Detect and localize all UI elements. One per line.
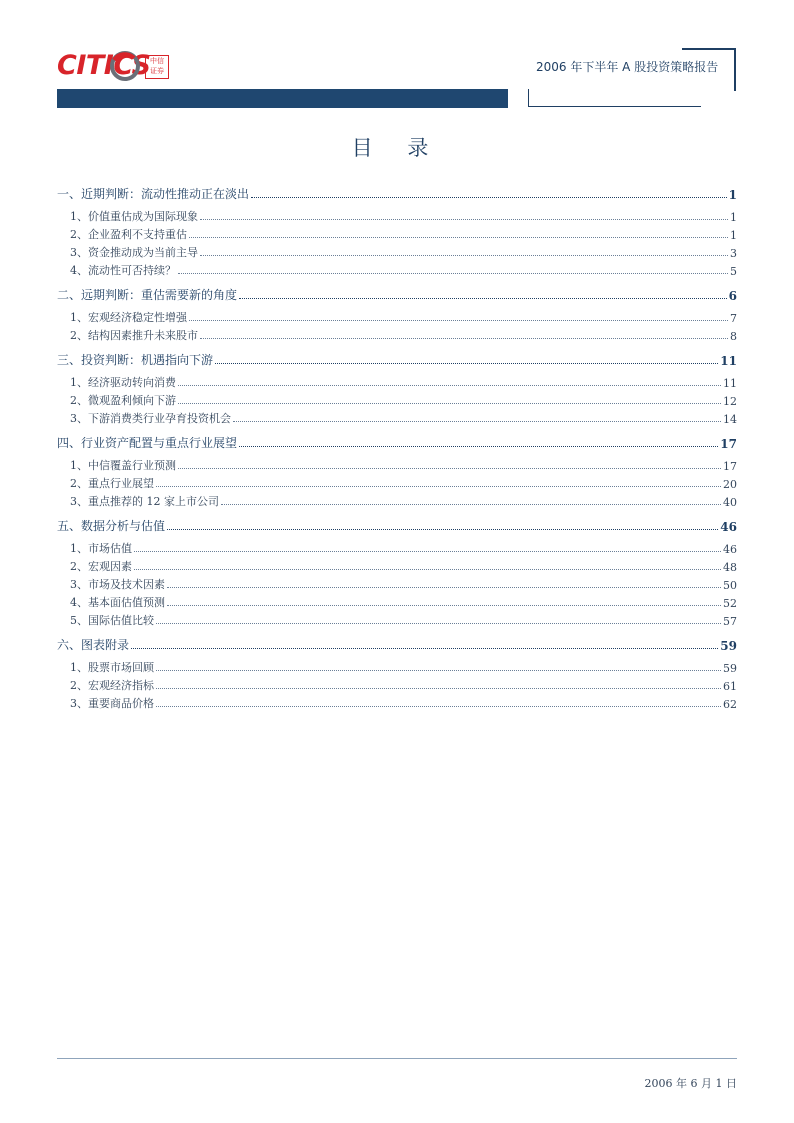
toc-entry-label: 2、宏观经济指标 (70, 679, 154, 692)
report-title: 2006 年下半年 A 股投资策略报告 (536, 60, 719, 74)
toc-entry-page: 61 (723, 680, 737, 693)
toc-dot-leader (178, 273, 728, 274)
toc-entry-label: 四、行业资产配置与重点行业展望 (57, 436, 238, 450)
toc-entry-label: 4、基本面估值预测 (70, 596, 165, 609)
toc-dot-leader (167, 587, 721, 588)
toc-subsection-entry[interactable] (57, 612, 737, 628)
toc-entry-page: 50 (723, 579, 737, 592)
toc-dot-leader (251, 197, 727, 198)
toc-entry-page: 11 (723, 377, 737, 390)
toc-entry-label: 5、国际估值比较 (70, 614, 154, 627)
toc-entry-page: 48 (723, 561, 737, 574)
toc-entry-page: 46 (720, 520, 737, 534)
toc-entry-label: 2、结构因素推升未来股市 (70, 329, 198, 342)
toc-subsection-entry[interactable] (57, 309, 737, 325)
toc-entry-label: 2、重点行业展望 (70, 477, 154, 490)
toc-entry-label: 2、企业盈利不支持重估 (70, 228, 187, 241)
toc-entry-label: 一、近期判断：流动性推动正在淡出 (57, 187, 250, 201)
toc-entry-page: 17 (720, 437, 737, 451)
toc-entry-page: 59 (720, 639, 737, 653)
toc-entry-page: 14 (723, 413, 737, 426)
toc-subsection-entry[interactable] (57, 392, 737, 408)
toc-dot-leader (167, 605, 721, 606)
toc-entry-label: 六、图表附录 (57, 638, 130, 652)
toc-dot-leader (200, 255, 728, 256)
toc-entry-label: 3、下游消费类行业孕育投资机会 (70, 412, 231, 425)
toc-subsection-entry[interactable] (57, 659, 737, 675)
toc-subsection-entry[interactable] (57, 540, 737, 556)
toc-dot-leader (131, 648, 718, 649)
toc-dot-leader (239, 446, 718, 447)
toc-entry-label: 1、宏观经济稳定性增强 (70, 311, 187, 324)
toc-entry-label: 1、股票市场回顾 (70, 661, 154, 674)
toc-title: 目 录 (351, 136, 443, 160)
toc-dot-leader (134, 569, 721, 570)
toc-dot-leader (156, 486, 721, 487)
toc-entry-page: 7 (730, 312, 737, 325)
toc-dot-leader (215, 363, 718, 364)
toc-section-entry[interactable] (57, 518, 737, 534)
toc-subsection-entry[interactable] (57, 208, 737, 224)
toc-dot-leader (178, 403, 721, 404)
toc-subsection-entry[interactable] (57, 576, 737, 592)
toc-section-entry[interactable] (57, 186, 737, 202)
toc-dot-leader (178, 468, 721, 469)
toc-subsection-entry[interactable] (57, 594, 737, 610)
toc-entry-page: 6 (728, 289, 737, 303)
toc-subsection-entry[interactable] (57, 558, 737, 574)
toc-subsection-entry[interactable] (57, 327, 737, 343)
toc-dot-leader (200, 338, 728, 339)
toc-entry-label: 4、流动性可否持续？ (70, 264, 176, 277)
toc-entry-label: 五、数据分析与估值 (57, 519, 166, 533)
toc-entry-page: 1 (730, 229, 737, 242)
logo-wordmark: CITICS (57, 50, 151, 81)
toc-section-entry[interactable] (57, 352, 737, 368)
toc-entry-label: 3、重点推荐的 12 家上市公司 (70, 495, 219, 508)
toc-dot-leader (221, 504, 721, 505)
toc-subsection-entry[interactable] (57, 695, 737, 711)
citics-logo (57, 50, 177, 82)
toc-dot-leader (156, 670, 721, 671)
header-band-outline (528, 89, 701, 107)
footer-divider (57, 1058, 737, 1059)
toc-entry-page: 20 (723, 478, 737, 491)
toc-entry-page: 3 (730, 247, 737, 260)
toc-dot-leader (233, 421, 721, 422)
toc-entry-page: 12 (723, 395, 737, 408)
toc-section-entry[interactable] (57, 637, 737, 653)
toc-entry-page: 52 (723, 597, 737, 610)
toc-subsection-entry[interactable] (57, 410, 737, 426)
footer-date: 2006 年 6 月 1 日 (644, 1077, 737, 1090)
toc-dot-leader (200, 219, 728, 220)
logo-ring-icon (108, 50, 142, 82)
toc-entry-page: 62 (723, 698, 737, 711)
toc-dot-leader (189, 320, 728, 321)
toc-dot-leader (156, 623, 721, 624)
toc-subsection-entry[interactable] (57, 374, 737, 390)
toc-dot-leader (239, 298, 727, 299)
toc-section-entry[interactable] (57, 287, 737, 303)
toc-subsection-entry[interactable] (57, 244, 737, 260)
toc-dot-leader (134, 551, 721, 552)
toc-entry-page: 8 (730, 330, 737, 343)
toc-entry-page: 59 (723, 662, 737, 675)
toc-dot-leader (156, 706, 721, 707)
toc-entry-label: 3、市场及技术因素 (70, 578, 165, 591)
toc-entry-label: 3、资金推动成为当前主导 (70, 246, 198, 259)
toc-entry-page: 17 (723, 460, 737, 473)
toc-entry-label: 三、投资判断：机遇指向下游 (57, 353, 214, 367)
toc-subsection-entry[interactable] (57, 457, 737, 473)
toc-entry-label: 1、价值重估成为国际现象 (70, 210, 198, 223)
header-band (57, 89, 508, 108)
toc-entry-page: 1 (730, 211, 737, 224)
toc-entry-page: 5 (730, 265, 737, 278)
toc-dot-leader (189, 237, 728, 238)
toc-entry-label: 2、微观盈利倾向下游 (70, 394, 176, 407)
toc-entry-label: 1、中信覆盖行业预测 (70, 459, 176, 472)
toc-subsection-entry[interactable] (57, 262, 737, 278)
toc-entry-label: 二、远期判断：重估需要新的角度 (57, 288, 238, 302)
toc-entry-label: 1、市场估值 (70, 542, 132, 555)
toc-subsection-entry[interactable] (57, 475, 737, 491)
toc-dot-leader (178, 385, 721, 386)
toc-dot-leader (156, 688, 721, 689)
toc-entry-label: 2、宏观因素 (70, 560, 132, 573)
toc-entry-label: 3、重要商品价格 (70, 697, 154, 710)
toc-subsection-entry[interactable] (57, 677, 737, 693)
toc-subsection-entry[interactable] (57, 493, 737, 509)
toc-entry-page: 1 (728, 188, 737, 202)
toc-subsection-entry[interactable] (57, 226, 737, 242)
toc-entry-page: 40 (723, 496, 737, 509)
toc-entry-page: 11 (720, 354, 737, 368)
toc-dot-leader (167, 529, 718, 530)
toc-section-entry[interactable] (57, 435, 737, 451)
toc-entry-page: 46 (723, 543, 737, 556)
toc-entry-label: 1、经济驱动转向消费 (70, 376, 176, 389)
logo-cn-seal: 中信 证券 (145, 55, 169, 79)
toc-entry-page: 57 (723, 615, 737, 628)
